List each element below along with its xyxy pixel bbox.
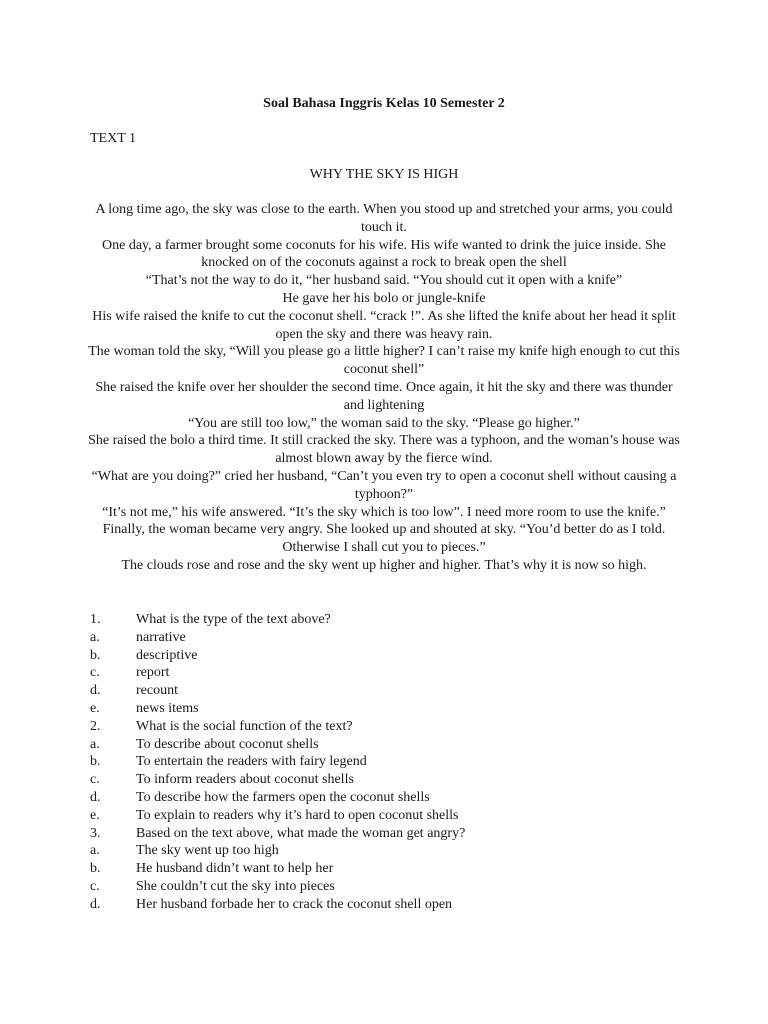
story-paragraph: The clouds rose and rose and the sky went up higher and higher. That’s why it is now so high. (121, 557, 647, 573)
item-number: c. (90, 665, 100, 681)
question-row (90, 718, 690, 736)
story-body (88, 201, 680, 575)
option-row (90, 647, 690, 665)
option-row (90, 878, 690, 896)
document-title: Soal Bahasa Inggris Kelas 10 Semester 2 (263, 96, 505, 111)
story-title: WHY THE SKY IS HIGH (309, 167, 459, 182)
story-paragraph: Finally, the woman became very angry. She looked up and shouted at sky. “You’d better do as I told. Otherwise I shall cut you to pieces.” (102, 522, 666, 556)
item-number: d. (90, 789, 101, 805)
option-row (90, 842, 690, 860)
item-number: b. (90, 754, 101, 770)
option-row (90, 629, 690, 647)
question-row (90, 825, 690, 843)
option-row (90, 896, 690, 914)
story-paragraph: “You are still too low,” the woman said to the sky. “Please go higher.” (188, 415, 580, 431)
option-row (90, 753, 690, 771)
item-number: 2. (90, 718, 101, 734)
story-paragraph: “What are you doing?” cried her husband, “Can’t you even try to open a coconut shell without causing a typhoon?” (91, 468, 677, 502)
item-text: To entertain the readers with fairy legend (136, 754, 367, 770)
story-paragraph: The woman told the sky, “Will you please go a little higher? I can’t raise my knife high enough to cut this coconut shell” (88, 344, 680, 378)
question-list (90, 611, 690, 914)
option-row (90, 682, 690, 700)
option-row (90, 736, 690, 754)
item-number: a. (90, 736, 100, 752)
item-number: 1. (90, 612, 101, 627)
item-text: What is the social function of the text? (136, 718, 353, 734)
item-number: b. (90, 647, 101, 663)
item-number: d. (90, 683, 101, 699)
item-number: a. (90, 843, 100, 859)
option-row (90, 789, 690, 807)
item-number: c. (90, 878, 100, 894)
item-number: e. (90, 700, 100, 716)
item-text: He husband didn’t want to help her (136, 861, 334, 877)
item-text: She couldn’t cut the sky into pieces (136, 878, 335, 894)
story-paragraph: “That’s not the way to do it, “her husband said. “You should cut it open with a knife” (145, 273, 623, 289)
item-text: What is the type of the text above? (136, 612, 331, 627)
story-paragraph: A long time ago, the sky was close to the earth. When you stood up and stretched your arms, you could touch it. (95, 202, 673, 235)
item-number: c. (90, 772, 100, 788)
item-text: Based on the text above, what made the woman get angry? (136, 825, 466, 841)
option-row (90, 771, 690, 789)
option-row (90, 860, 690, 878)
item-text: recount (136, 683, 178, 699)
option-row (90, 700, 690, 718)
item-text: To explain to readers why it’s hard to open coconut shells (136, 807, 459, 823)
item-text: To describe about coconut shells (136, 736, 319, 752)
item-text: report (136, 665, 170, 681)
story-paragraph: She raised the bolo a third time. It still cracked the sky. There was a typhoon, and the woman’s house was almost blown away by the fierce wind. (88, 433, 680, 467)
option-row (90, 807, 690, 825)
story-paragraph: His wife raised the knife to cut the coconut shell. “crack !”. As she lifted the knife about her head it split open the sky and there was heavy rain. (92, 308, 676, 342)
story-paragraph: One day, a farmer brought some coconuts for his wife. His wife wanted to drink the juice inside. She knocked on of the coconuts against a rock to break open the shell (102, 237, 666, 271)
item-text: descriptive (136, 647, 198, 663)
question-row (90, 611, 690, 629)
item-text: news items (136, 700, 199, 716)
item-text: To describe how the farmers open the coconut shells (136, 789, 430, 805)
item-text: narrative (136, 629, 186, 645)
item-number: 3. (90, 825, 101, 841)
story-paragraph: She raised the knife over her shoulder the second time. Once again, it hit the sky and there was thunder and lightening (95, 379, 673, 413)
item-number: e. (90, 807, 100, 823)
story-paragraph: “It’s not me,” his wife answered. “It’s the sky which is too low”. I need more room to use the knife.” (102, 504, 666, 520)
option-row (90, 664, 690, 682)
text-label: TEXT 1 (90, 131, 137, 146)
item-text: To inform readers about coconut shells (136, 772, 354, 788)
story-paragraph: He gave her his bolo or jungle-knife (282, 290, 486, 306)
item-number: a. (90, 629, 100, 645)
item-text: Her husband forbade her to crack the coconut shell open (136, 896, 453, 912)
item-text: The sky went up too high (136, 843, 279, 859)
item-number: b. (90, 861, 101, 877)
item-number: d. (90, 896, 101, 912)
